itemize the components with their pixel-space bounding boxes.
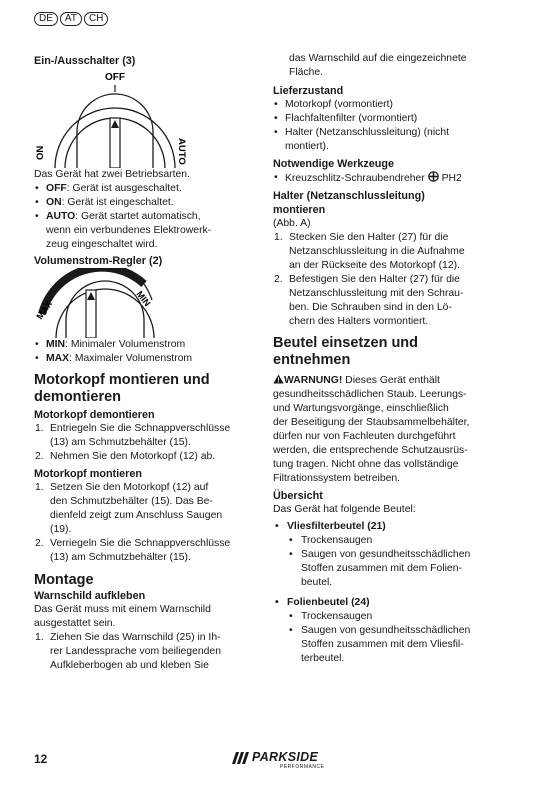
phillips-icon — [428, 171, 439, 182]
tools-list — [273, 171, 521, 186]
warning-icon — [273, 374, 284, 384]
list-item: • Saugen von gesundheitsschädlichen Stoffen zusammen mit dem Vliesfil- terbeutel. — [287, 624, 521, 666]
list-item: • Kreuzschlitz-Schraubendreher PH2 — [273, 171, 521, 186]
holder-figure-ref: (Abb. A) — [273, 218, 311, 229]
warning-paragraph: WARNUNG! Dieses Gerät enthält gesundheitsschädlichen Staub. Leerungs- und Wartungsvorgänge, einschließlich der Beseitigung der Staubsammelbehälter, dürfen nur von Fachleuten durchgeführt werden, die entsprechende Schutzausrüs- tung tragen. Nicht ohne das vollständige Filtrationssystem betreiben. — [273, 375, 470, 484]
list-item: • Halter (Netzanschlussleitung) (nicht montiert). — [273, 126, 521, 154]
dial-min-label: MIN — [134, 289, 153, 309]
overview-heading: Übersicht — [273, 490, 323, 502]
list-item: • MIN: Minimaler Volumenstrom — [34, 338, 262, 352]
switch-list — [34, 182, 262, 252]
list-item: • Trockensaugen — [287, 610, 521, 624]
list-item: 1. Entriegeln Sie die Schnappverschlüsse (13) am Schmutzbehälter (15). — [35, 423, 231, 448]
list-item: • ON: Gerät ist eingeschaltet. — [34, 196, 262, 210]
switch-intro: Das Gerät hat zwei Betriebsarten. — [34, 169, 190, 180]
bag-list — [273, 520, 521, 666]
list-item: • Trockensaugen — [287, 534, 521, 548]
list-item: • MAX: Maximaler Volumenstrom — [34, 352, 262, 366]
delivery-list — [273, 98, 521, 154]
badge-ch: CH — [84, 12, 108, 26]
demount-steps — [34, 422, 262, 464]
right-column — [273, 52, 521, 666]
warn-sign-paragraph: Das Gerät muss mit einem Warnschild ausgestattet sein. — [34, 604, 211, 629]
bag-heading: Beutel einsetzen und entnehmen — [273, 335, 419, 368]
country-badges — [34, 12, 108, 26]
montage-heading: Montage — [34, 572, 94, 588]
list-item: • Saugen von gesundheitsschädlichen Stoffen zusammen mit dem Folien- beutel. — [287, 548, 521, 590]
logo-stripes-icon — [232, 752, 250, 764]
logo-brand: PARKSIDE — [252, 750, 319, 764]
dial-max-label: MAX — [34, 299, 55, 322]
list-item: • Motorkopf (vormontiert) — [273, 98, 521, 112]
warn-sign-steps — [34, 631, 262, 673]
continued-text: das Warnschild auf die eingezeichnete Fläche. — [289, 53, 467, 78]
badge-de: DE — [34, 12, 58, 26]
list-item: 1. Setzen Sie den Motorkopf (12) auf den Schmutzbehälter (15). Das Be- dienfeld zeigt zum Anschluss Saugen (19). — [35, 482, 223, 535]
tools-heading: Notwendige Werkzeuge — [273, 158, 394, 170]
dial-off-label: OFF — [105, 72, 125, 83]
dial-auto-label: AUTO — [176, 138, 187, 165]
dial-on-label: ON — [35, 145, 46, 160]
parkside-logo — [232, 750, 325, 774]
list-item: 1. Stecken Sie den Halter (27) für die Netzanschlussleitung in die Aufnahme an der Rückseite des Motorkopf (12). — [274, 232, 465, 271]
list-item: • AUTO: Gerät startet automatisch, wenn ein verbundenes Elektrowerk- zeug eingeschaltet wird. — [34, 210, 262, 252]
list-item: • Vliesfilterbeutel (21) • Trockensaugen • Saugen von gesundheitsschädlichen Stoffen zusammen mit dem Folien- beutel. — [273, 520, 521, 590]
mount-steps — [34, 481, 262, 565]
holder-steps — [273, 231, 521, 329]
badge-at: AT — [60, 12, 82, 26]
list-item: • OFF: Gerät ist ausgeschaltet. — [34, 182, 262, 196]
flow-heading: Volumenstrom-Regler (2) — [34, 255, 163, 267]
list-item: 2. Verriegeln Sie die Schnappverschlüsse (13) am Schmutzbehälter (15). — [35, 538, 231, 563]
demount-heading: Motorkopf demontieren — [34, 409, 155, 421]
list-item: • Folienbeutel (24) • Trockensaugen • Saugen von gesundheitsschädlichen Stoffen zusammen mit dem Vliesfil- terbeutel. — [273, 596, 521, 666]
flow-dial-illustration — [34, 268, 262, 338]
motor-heading: Motorkopf montieren und demontieren — [34, 372, 210, 405]
flow-list — [34, 338, 262, 366]
overview-intro: Das Gerät hat folgende Beutel: — [273, 504, 416, 515]
list-item: 1. Ziehen Sie das Warnschild (25) in Ih- rer Landessprache vom beiliegenden Aufkleberbogen ab und kleben Sie — [35, 632, 221, 671]
mount-heading: Motorkopf montieren — [34, 468, 142, 480]
delivery-heading: Lieferzustand — [273, 85, 344, 97]
left-column — [34, 54, 262, 673]
list-item: 2. Nehmen Sie den Motorkopf (12) ab. — [35, 451, 216, 462]
list-item: • Flachfaltenfilter (vormontiert) — [273, 112, 521, 126]
page-number: 12 — [34, 752, 48, 766]
list-item: 2. Befestigen Sie den Halter (27) für die Netzanschlussleitung mit den Schrau- ben. Die Schrauben sind in den Lö- chern des Halters vormontiert. — [274, 274, 464, 327]
switch-heading: Ein-/Ausschalter (3) — [34, 55, 136, 67]
bag1-sublist — [287, 534, 521, 590]
holder-heading: Halter (Netzanschlussleitung) montieren — [273, 190, 425, 216]
warn-sign-heading: Warnschild aufkleben — [34, 590, 146, 602]
bag2-sublist — [287, 610, 521, 666]
switch-dial-illustration — [34, 68, 262, 168]
logo-brand-sub: PERFORMANCE — [280, 764, 325, 770]
